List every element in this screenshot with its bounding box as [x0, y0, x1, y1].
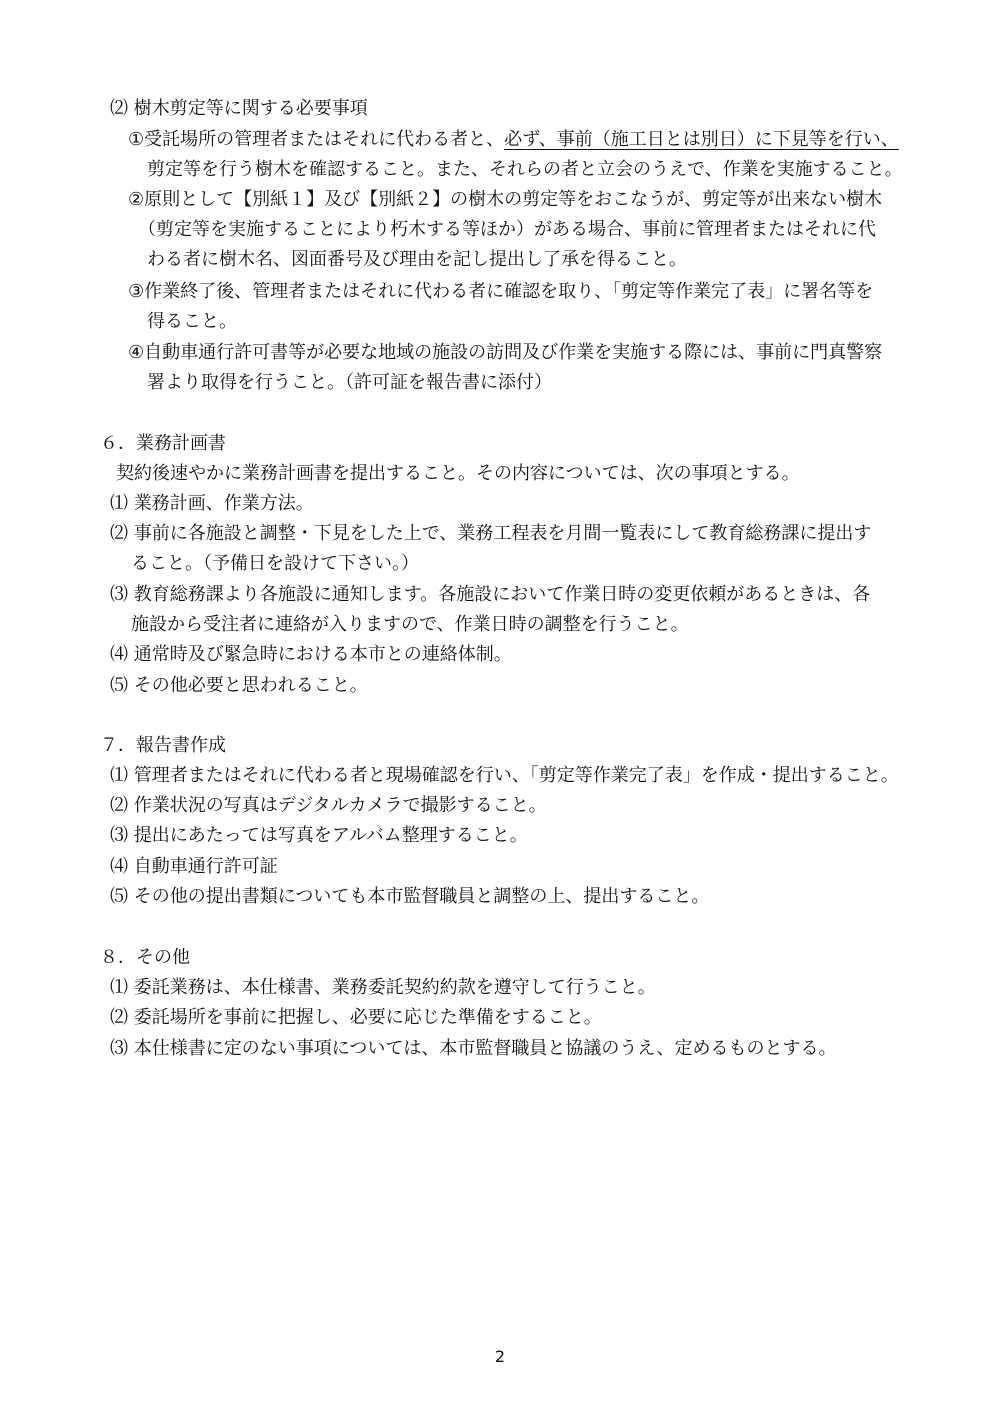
- list-item: ⑷ 自動車通行許可証: [110, 856, 278, 877]
- list-item: ⑸ その他必要と思われること。: [110, 675, 368, 696]
- list-item: ③作業終了後、管理者またはそれに代わる者に確認を取り、「剪定等作業完了表」に署名等を: [128, 281, 874, 302]
- list-item: ⑵ 作業状況の写真はデジタルカメラで撮影すること。: [110, 795, 547, 816]
- paragraph: 契約後速やかに業務計画書を提出すること。その内容については、次の事項とする。: [116, 463, 800, 484]
- list-item: ⑶ 本仕様書に定のない事項については、本市監督職員と協議のうえ、定めるものとする。: [110, 1038, 837, 1059]
- section-heading: ７．報告書作成: [100, 735, 226, 756]
- list-item: ⑶ 教育総務課より各施設に通知します。各施設において作業日時の変更依頼があるときは、各: [110, 584, 871, 605]
- list-item-continuation: 得ること。: [147, 311, 237, 332]
- list-item: ⑵ 委託場所を事前に把握し、必要に応じた準備をすること。: [110, 1007, 602, 1028]
- list-item: ⑷ 通常時及び緊急時における本市との連絡体制。: [110, 644, 512, 665]
- list-item: ⑴ 管理者またはそれに代わる者と現場確認を行い、「剪定等作業完了表」を作成・提出すること。: [110, 765, 899, 786]
- section-heading: ６．業務計画書: [100, 433, 226, 454]
- item-text: ①受託場所の管理者またはそれに代わる者と、: [128, 129, 505, 150]
- underlined-emphasis: 必ず、事前（施工日とは別日）に下見等を行い、: [504, 129, 899, 150]
- list-item: ⑶ 提出にあたっては写真をアルバム整理すること。: [110, 825, 528, 846]
- list-item-continuation: わる者に樹木名、図面番号及び理由を記し提出し了承を得ること。: [147, 249, 687, 270]
- page-number: 2: [494, 1347, 506, 1366]
- list-item-continuation: （剪定等を実施することにより朽木する等ほか）がある場合、事前に管理者またはそれに代: [138, 219, 876, 240]
- section-heading: ８．その他: [100, 947, 190, 968]
- subsection-heading: ⑵ 樹木剪定等に関する必要事項: [110, 98, 368, 119]
- list-item: ⑸ その他の提出書類についても本市監督職員と調整の上、提出すること。: [110, 886, 710, 907]
- list-item: [128, 128, 899, 152]
- list-item: ⑴ 委託業務は、本仕様書、業務委託契約約款を遵守して行うこと。: [110, 977, 656, 998]
- list-item: ⑴ 業務計画、作業方法。: [110, 493, 314, 514]
- list-item: ④自動車通行許可書等が必要な地域の施設の訪問及び作業を実施する際には、事前に門真警察: [128, 342, 883, 363]
- list-item: ⑵ 事前に各施設と調整・下見をした上で、業務工程表を月間一覧表にして教育総務課に提出す: [110, 523, 872, 544]
- list-item-continuation: 剪定等を行う樹木を確認すること。また、それらの者と立会のうえで、作業を実施すること。: [147, 159, 903, 180]
- list-item-continuation: 署より取得を行うこと。（許可証を報告書に添付）: [147, 372, 552, 393]
- list-item-continuation: 施設から受注者に連絡が入りますので、作業日時の調整を行うこと。: [131, 614, 689, 635]
- list-item-continuation: ること。（予備日を設けて下さい。）: [131, 553, 419, 574]
- list-item: ②原則として【別紙１】及び【別紙２】の樹木の剪定等をおこなうが、剪定等が出来ない樹木: [128, 189, 883, 210]
